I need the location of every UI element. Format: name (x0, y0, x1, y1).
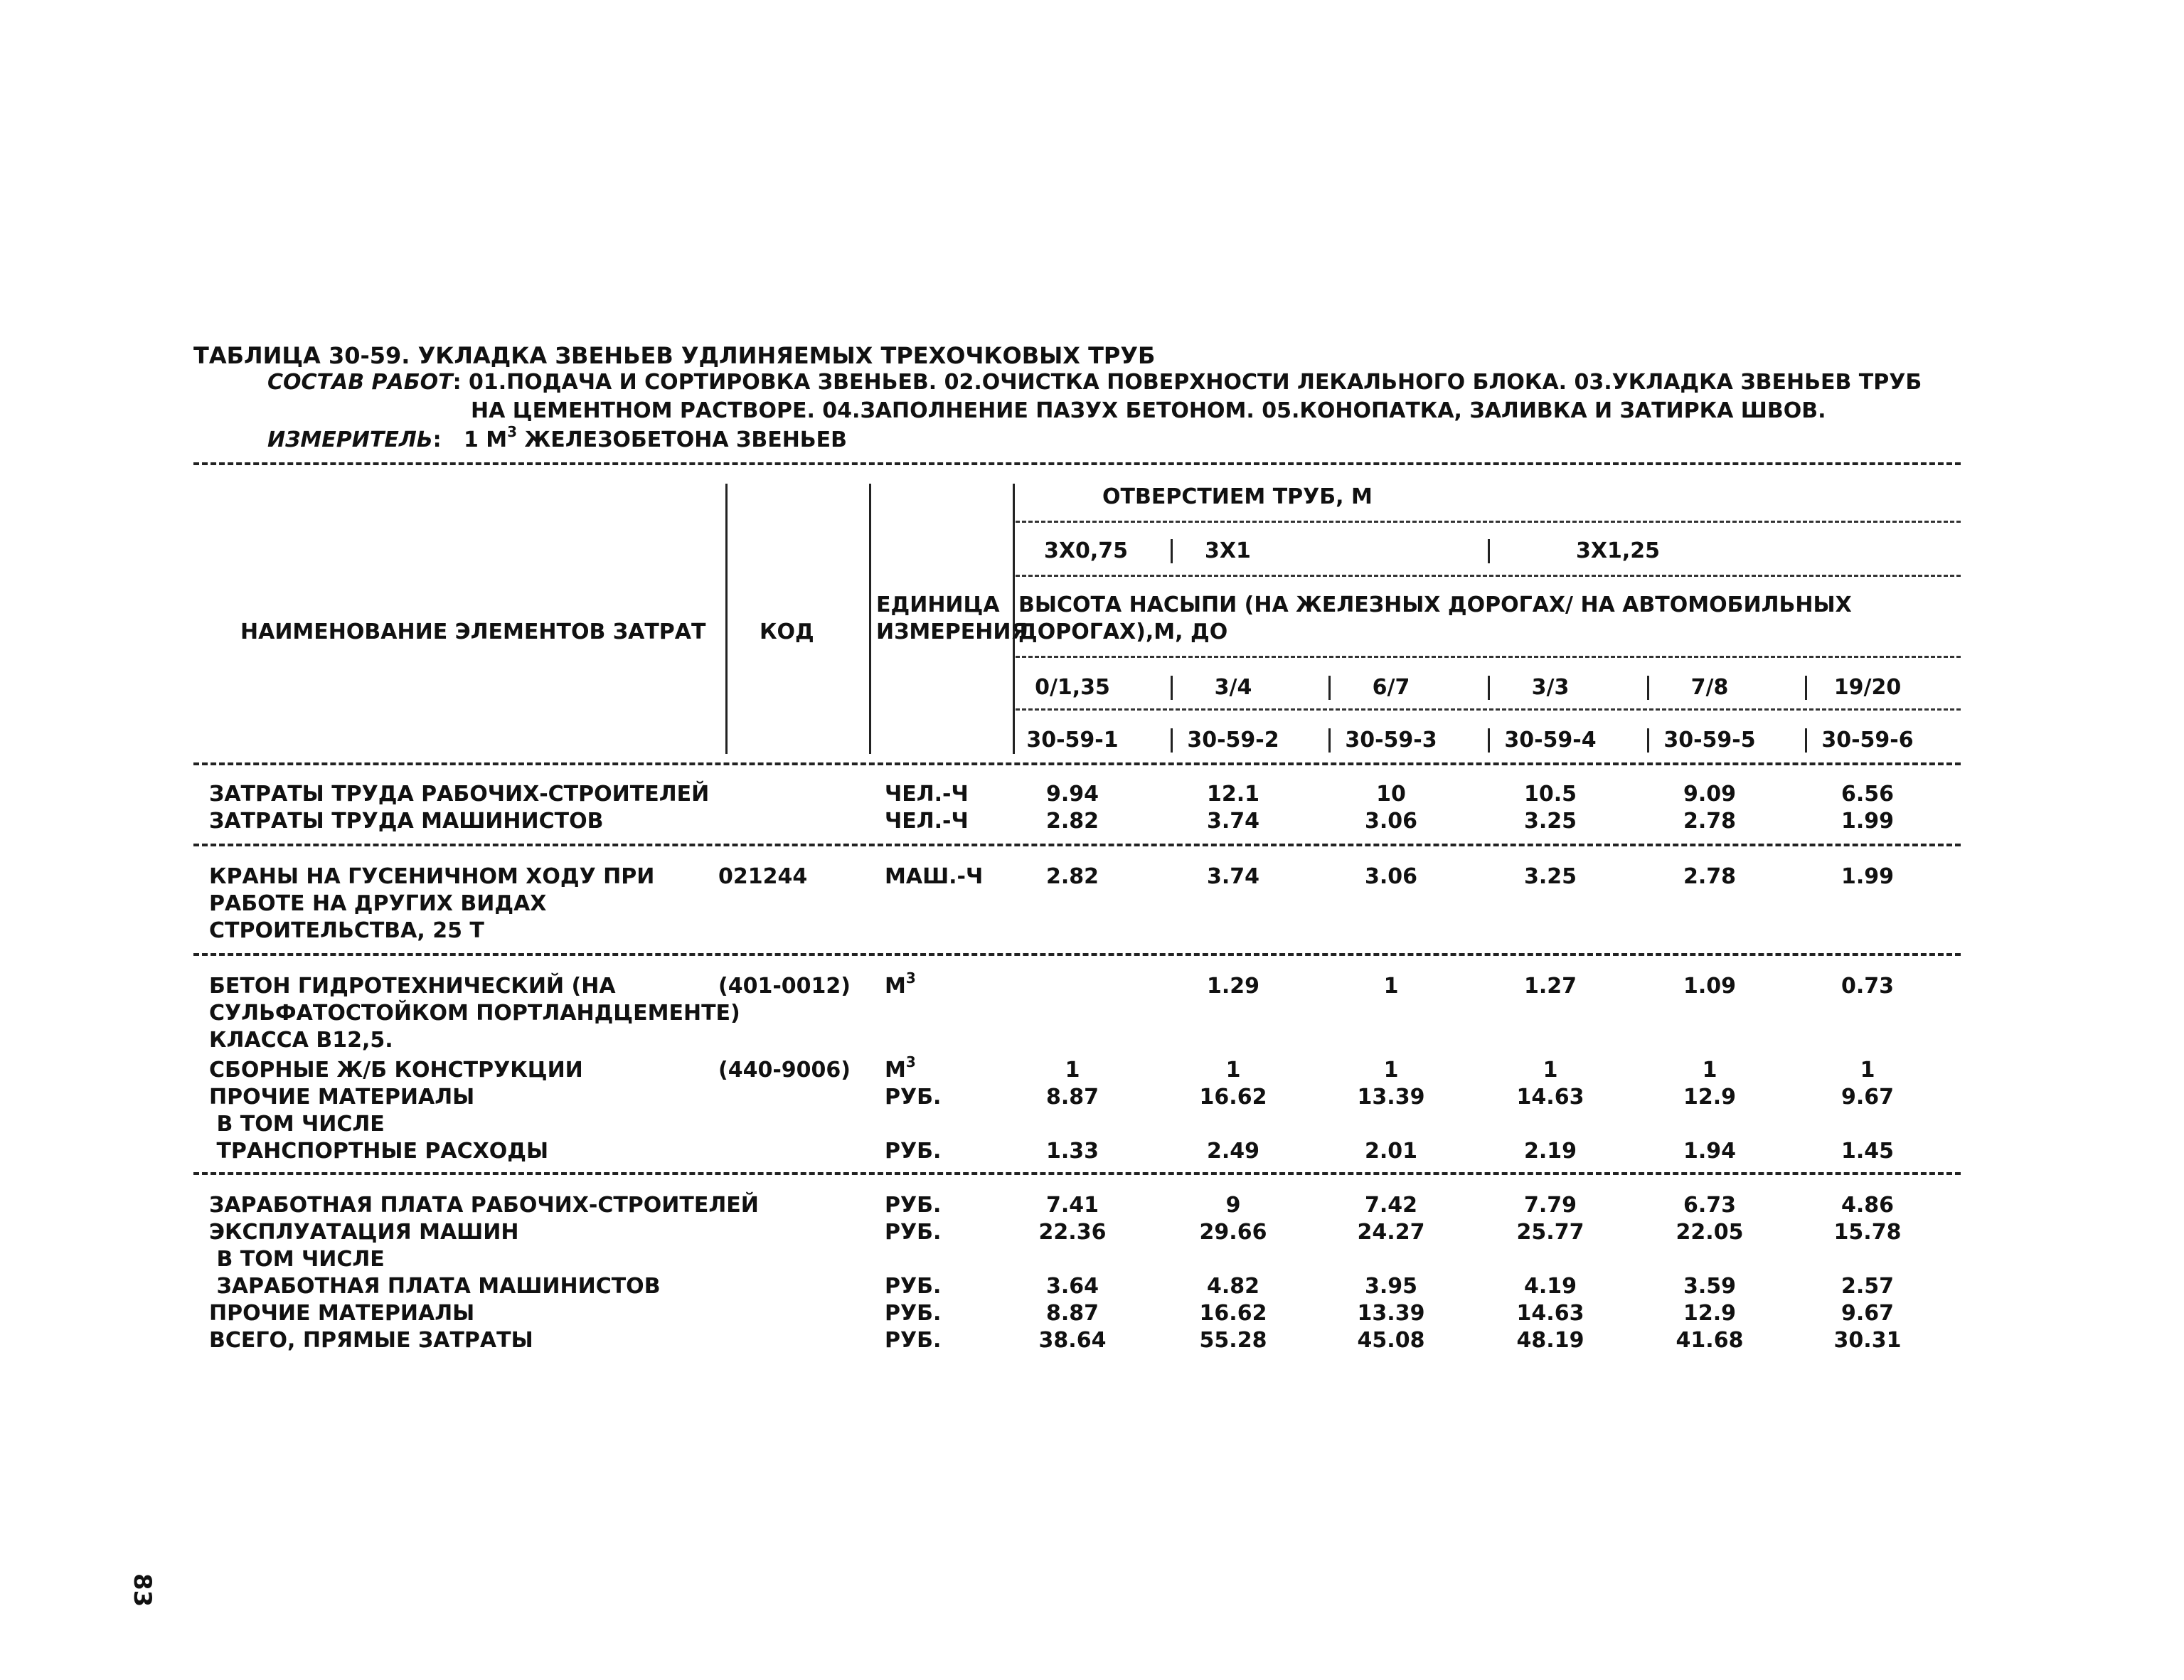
table-top-rule (193, 462, 1961, 465)
row-value: 1.99 (1841, 864, 1895, 889)
row-value: 9.09 (1683, 782, 1737, 807)
opening-group-2: 3Х1 (1205, 538, 1251, 563)
section-rule-1 (193, 844, 1961, 846)
row-value: 29.66 (1199, 1220, 1267, 1245)
col-unit-header-2: ИЗМЕРЕНИЯ (876, 620, 1028, 644)
table-code-label: 30-59-2 (1187, 728, 1279, 753)
column-divider (1171, 676, 1173, 700)
section-rule-3 (193, 1172, 1961, 1175)
column-divider (1805, 728, 1807, 753)
row-value: 1.45 (1841, 1139, 1895, 1164)
row-value: 38.64 (1038, 1328, 1107, 1353)
row-unit-text: М (885, 1058, 906, 1083)
row-value: 8.87 (1045, 1301, 1099, 1326)
row-name-cont: КЛАССА В12,5. (209, 1028, 393, 1053)
row-unit (885, 969, 916, 999)
row-name: ЗАРАБОТНАЯ ПЛАТА МАШИНИСТОВ (209, 1274, 661, 1299)
row-name: БЕТОН ГИДРОТЕХНИЧЕСКИЙ (НА (209, 974, 616, 999)
row-name: ТРАНСПОРТНЫЕ РАСХОДЫ (209, 1139, 549, 1164)
height-label: 3/4 (1214, 675, 1252, 700)
column-divider (1488, 728, 1490, 753)
row-unit-text: РУБ. (885, 1328, 942, 1353)
row-code: (401-0012) (718, 974, 851, 999)
header-divider-name (725, 484, 728, 754)
row-unit (885, 1222, 941, 1243)
row-value: 15.78 (1833, 1220, 1902, 1245)
row-unit-sup: 3 (905, 969, 916, 987)
row-code: (440-9006) (718, 1058, 851, 1083)
column-divider (1805, 676, 1807, 700)
row-value: 2.78 (1683, 864, 1737, 889)
row-unit (885, 1330, 941, 1351)
measure-line (267, 423, 848, 452)
row-unit-text: РУБ. (885, 1274, 942, 1299)
row-value: 8.87 (1045, 1085, 1099, 1110)
row-value: 9.94 (1045, 782, 1099, 807)
row-value: 4.82 (1206, 1274, 1260, 1299)
row-value: 7.41 (1045, 1193, 1099, 1218)
row-value: 16.62 (1199, 1085, 1267, 1110)
height-label: 0/1,35 (1035, 675, 1110, 700)
table-title: ТАБЛИЦА 30-59. УКЛАДКА ЗВЕНЬЕВ УДЛИНЯЕМЫХ ТРЕХОЧКОВЫХ ТРУБ (193, 342, 1156, 369)
row-name-cont: СУЛЬФАТОСТОЙКОМ ПОРТЛАНДЦЕМЕНТЕ) (209, 1001, 740, 1026)
group-divider-1 (1171, 539, 1173, 563)
header-rule-4 (1016, 708, 1961, 711)
row-unit (885, 1195, 941, 1216)
row-value: 16.62 (1199, 1301, 1267, 1326)
header-divider-unit (1013, 484, 1015, 754)
header-divider-code (869, 484, 871, 754)
row-name: ЗАТРАТЫ ТРУДА РАБОЧИХ-СТРОИТЕЛЕЙ (209, 782, 710, 807)
row-unit (885, 1053, 916, 1083)
height-label: 6/7 (1372, 675, 1410, 700)
work-composition-line1 (267, 372, 1922, 393)
row-value: 2.19 (1523, 1139, 1577, 1164)
row-value: 3.59 (1683, 1274, 1737, 1299)
measure-label: ИЗМЕРИТЕЛЬ (267, 427, 433, 452)
row-value: 1.29 (1206, 974, 1260, 999)
row-value: 2.57 (1841, 1274, 1895, 1299)
row-name: СБОРНЫЕ Ж/Б КОНСТРУКЦИИ (209, 1058, 583, 1083)
row-name: В ТОМ ЧИСЛЕ (209, 1112, 385, 1137)
row-value: 4.86 (1841, 1193, 1895, 1218)
row-value: 10.5 (1523, 782, 1577, 807)
row-value: 14.63 (1516, 1301, 1584, 1326)
row-value: 1 (1860, 1058, 1875, 1083)
row-value: 1.09 (1683, 974, 1737, 999)
row-unit-text: РУБ. (885, 1193, 942, 1218)
row-value: 1 (1383, 974, 1399, 999)
row-value: 6.56 (1841, 782, 1895, 807)
row-value: 9 (1225, 1193, 1241, 1218)
opening-group-3: 3Х1,25 (1576, 538, 1661, 563)
row-value: 22.36 (1038, 1220, 1107, 1245)
header-rule-1 (1016, 521, 1961, 523)
row-unit-text: РУБ. (885, 1301, 942, 1326)
table-code-label: 30-59-3 (1345, 728, 1437, 753)
row-unit (885, 811, 969, 832)
row-name: ПРОЧИЕ МАТЕРИАЛЫ (209, 1301, 475, 1326)
section-rule-2 (193, 953, 1961, 956)
row-value: 2.01 (1364, 1139, 1418, 1164)
column-divider (1171, 728, 1173, 753)
row-value: 2.82 (1045, 809, 1099, 834)
column-divider (1013, 676, 1015, 700)
column-divider (1647, 676, 1649, 700)
row-value: 48.19 (1516, 1328, 1584, 1353)
row-value: 2.49 (1206, 1139, 1260, 1164)
table-code-label: 30-59-4 (1504, 728, 1597, 753)
row-value: 12.1 (1206, 782, 1260, 807)
work-composition-line2: НА ЦЕМЕНТНОМ РАСТВОРЕ. 04.ЗАПОЛНЕНИЕ ПАЗУХ БЕТОНОМ. 05.КОНОПАТКА, ЗАЛИВКА И ЗАТИРКА ШВОВ. (471, 398, 1826, 423)
row-name: ВСЕГО, ПРЯМЫЕ ЗАТРАТЫ (209, 1328, 533, 1353)
row-value: 3.74 (1206, 809, 1260, 834)
opening-group-1: 3Х0,75 (1044, 538, 1129, 563)
row-value: 25.77 (1516, 1220, 1584, 1245)
header-bottom-rule (193, 762, 1961, 765)
row-value: 3.06 (1364, 809, 1418, 834)
row-unit-text: РУБ. (885, 1220, 942, 1245)
row-value: 14.63 (1516, 1085, 1584, 1110)
row-value: 1 (1702, 1058, 1717, 1083)
row-value: 3.25 (1523, 809, 1577, 834)
col-name-header: НАИМЕНОВАНИЕ ЭЛЕМЕНТОВ ЗАТРАТ (240, 620, 706, 644)
row-value: 1 (1065, 1058, 1080, 1083)
height-header-2: ДОРОГАХ),М, ДО (1018, 620, 1228, 644)
row-unit (885, 784, 969, 805)
row-value: 12.9 (1683, 1301, 1737, 1326)
height-label: 7/8 (1690, 675, 1729, 700)
row-value: 3.64 (1045, 1274, 1099, 1299)
row-value: 45.08 (1357, 1328, 1425, 1353)
height-label: 19/20 (1833, 675, 1902, 700)
row-unit-text: ЧЕЛ.-Ч (885, 782, 969, 807)
height-header-1: ВЫСОТА НАСЫПИ (НА ЖЕЛЕЗНЫХ ДОРОГАХ/ НА АВТОМОБИЛЬНЫХ (1018, 592, 1852, 617)
row-unit (885, 1303, 941, 1324)
measure-post: ЖЕЛЕЗОБЕТОНА ЗВЕНЬЕВ (517, 427, 848, 452)
column-divider (1328, 676, 1331, 700)
row-value: 41.68 (1676, 1328, 1744, 1353)
col-code-header: КОД (760, 620, 814, 644)
row-value: 0.73 (1841, 974, 1895, 999)
table-code-label: 30-59-5 (1663, 728, 1756, 753)
row-value: 7.42 (1364, 1193, 1418, 1218)
header-rule-3 (1016, 656, 1961, 658)
row-name: ЗАТРАТЫ ТРУДА МАШИНИСТОВ (209, 809, 604, 834)
row-value: 2.78 (1683, 809, 1737, 834)
row-name: В ТОМ ЧИСЛЕ (209, 1247, 385, 1272)
row-unit (885, 1276, 941, 1297)
measure-pre: : 1 М (432, 427, 508, 452)
table-code-label: 30-59-6 (1821, 728, 1914, 753)
row-unit (885, 1087, 941, 1108)
row-value: 9.67 (1841, 1085, 1895, 1110)
row-value: 3.95 (1364, 1274, 1418, 1299)
row-value: 1.33 (1045, 1139, 1099, 1164)
row-unit-text: РУБ. (885, 1139, 942, 1164)
row-value: 9.67 (1841, 1301, 1895, 1326)
row-name-cont: СТРОИТЕЛЬСТВА, 25 Т (209, 918, 484, 943)
row-value: 1 (1543, 1058, 1558, 1083)
row-code: 021244 (718, 864, 808, 889)
table-code-label: 30-59-1 (1026, 728, 1119, 753)
row-unit (885, 866, 983, 888)
column-divider (1013, 728, 1015, 753)
row-name: ПРОЧИЕ МАТЕРИАЛЫ (209, 1085, 475, 1110)
row-unit-text: РУБ. (885, 1085, 942, 1110)
row-value: 1.27 (1523, 974, 1577, 999)
row-unit-text: МАШ.-Ч (885, 864, 984, 889)
row-value: 6.73 (1683, 1193, 1737, 1218)
row-value: 7.79 (1523, 1193, 1577, 1218)
group-divider-2 (1488, 539, 1490, 563)
row-value: 1 (1383, 1058, 1399, 1083)
row-value: 3.25 (1523, 864, 1577, 889)
measure-sup: 3 (507, 423, 518, 440)
row-unit-sup: 3 (905, 1053, 916, 1070)
page-number: 83 (128, 1573, 156, 1607)
row-name-cont: РАБОТЕ НА ДРУГИХ ВИДАХ (209, 891, 547, 916)
column-divider (1647, 728, 1649, 753)
row-value: 13.39 (1357, 1301, 1425, 1326)
row-name: ЭКСПЛУАТАЦИЯ МАШИН (209, 1220, 519, 1245)
opening-title: ОТВЕРСТИЕМ ТРУБ, М (1102, 484, 1373, 509)
work-composition-text1: : 01.ПОДАЧА И СОРТИРОВКА ЗВЕНЬЕВ. 02.ОЧИСТКА ПОВЕРХНОСТИ ЛЕКАЛЬНОГО БЛОКА. 03.УКЛАДКА ЗВЕНЬЕВ ТРУБ (452, 370, 1922, 395)
col-unit-header-1: ЕДИНИЦА (876, 592, 1000, 617)
row-unit-text: М (885, 974, 906, 999)
row-value: 30.31 (1833, 1328, 1902, 1353)
row-name: КРАНЫ НА ГУСЕНИЧНОМ ХОДУ ПРИ (209, 864, 655, 889)
row-value: 22.05 (1676, 1220, 1744, 1245)
row-unit (885, 1141, 941, 1162)
row-value: 4.19 (1523, 1274, 1577, 1299)
row-value: 55.28 (1199, 1328, 1267, 1353)
header-rule-2 (1016, 575, 1961, 577)
column-divider (1488, 676, 1490, 700)
row-value: 12.9 (1683, 1085, 1737, 1110)
row-value: 3.74 (1206, 864, 1260, 889)
row-value: 2.82 (1045, 864, 1099, 889)
row-value: 1.99 (1841, 809, 1895, 834)
row-value: 13.39 (1357, 1085, 1425, 1110)
work-composition-label: СОСТАВ РАБОТ (267, 370, 453, 395)
height-label: 3/3 (1531, 675, 1570, 700)
row-value: 3.06 (1364, 864, 1418, 889)
column-divider (1328, 728, 1331, 753)
row-value: 10 (1376, 782, 1406, 807)
row-unit-text: ЧЕЛ.-Ч (885, 809, 969, 834)
row-value: 1 (1225, 1058, 1241, 1083)
row-value: 1.94 (1683, 1139, 1737, 1164)
row-name: ЗАРАБОТНАЯ ПЛАТА РАБОЧИХ-СТРОИТЕЛЕЙ (209, 1193, 759, 1218)
row-value: 24.27 (1357, 1220, 1425, 1245)
